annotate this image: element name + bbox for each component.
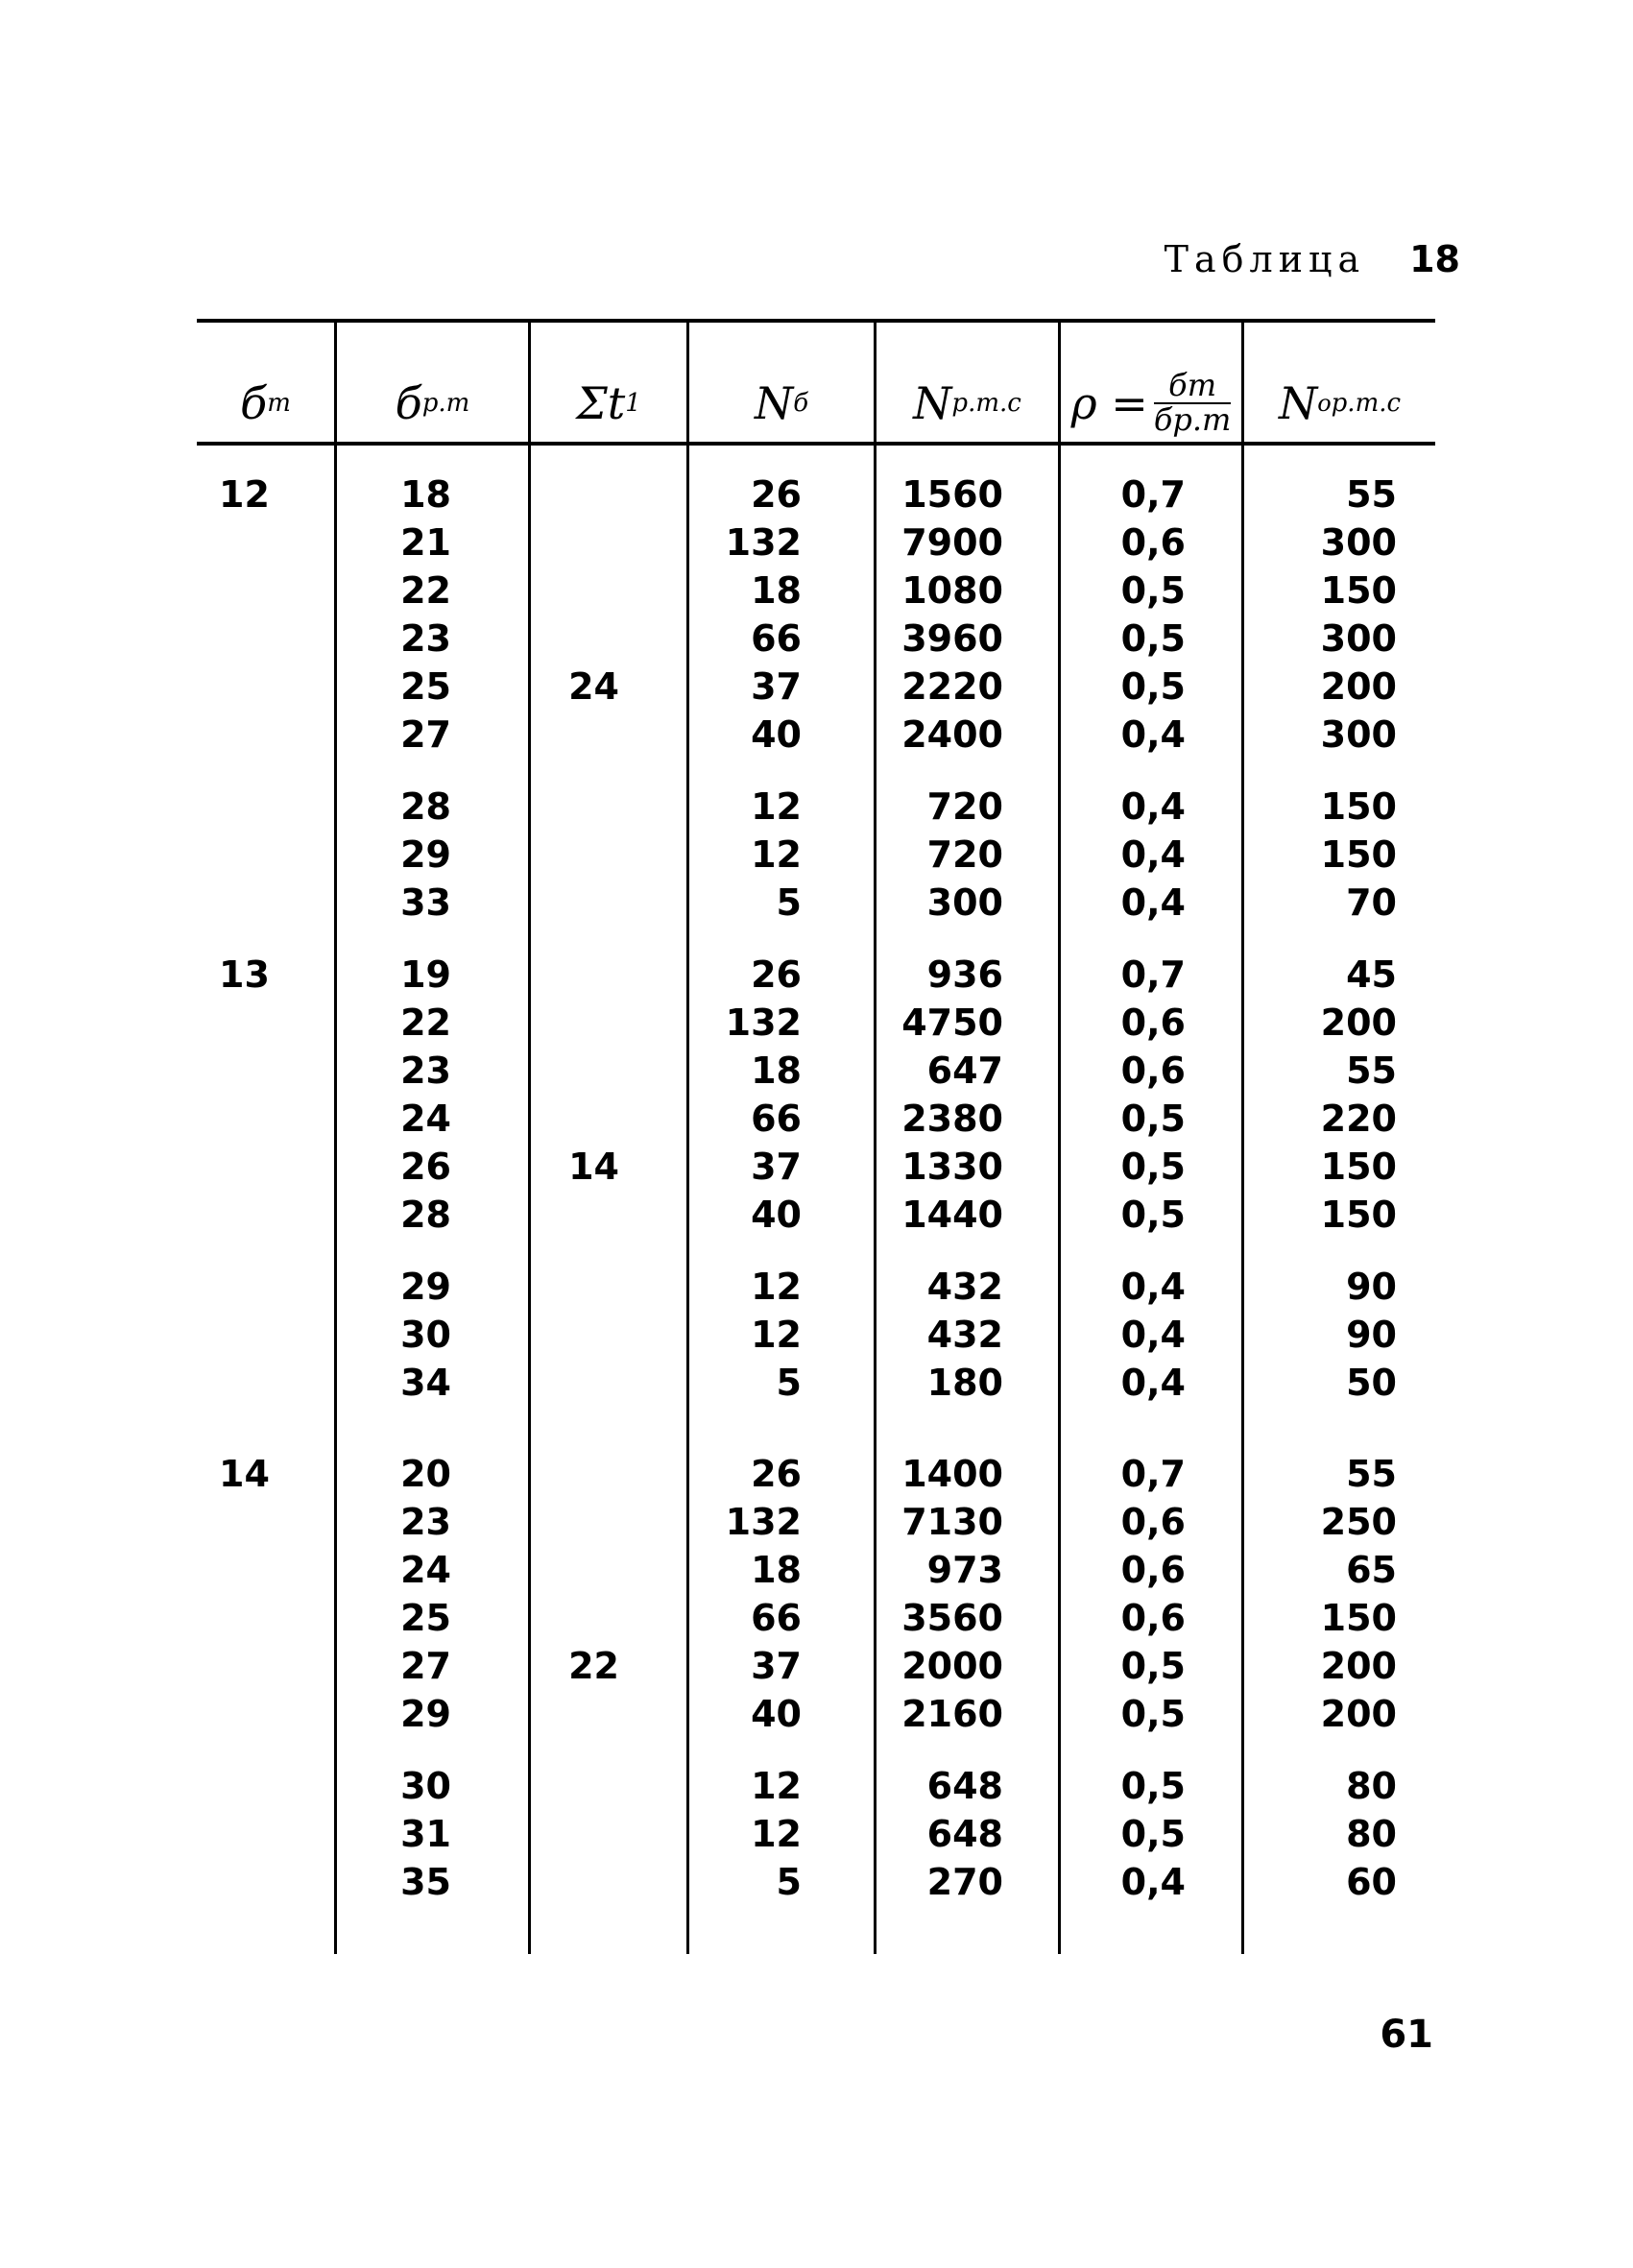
header-n0-rtc: N o р.т.с [1278,377,1402,429]
cell-n-rtc: 432 [926,1266,1003,1308]
cell-sigma-rt: 29 [400,1693,451,1735]
cell-n-b: 37 [751,1146,802,1188]
cell-n-rtc: 720 [926,833,1003,876]
cell-n0-rtc: 150 [1320,833,1397,876]
cell-n-rtc: 936 [926,953,1003,996]
cell-n0-rtc: 90 [1346,1266,1397,1308]
cell-sum-t: 22 [568,1645,619,1687]
cell-sigma-rt: 24 [400,1549,451,1591]
cell-n0-rtc: 150 [1320,1194,1397,1236]
cell-n-b: 12 [751,1314,802,1356]
cell-rho: 0,4 [1120,1362,1186,1404]
cell-sigma-rt: 27 [400,1645,451,1687]
cell-n-rtc: 1400 [901,1453,1003,1495]
cell-sigma-t: 13 [219,953,270,996]
cell-n-rtc: 270 [926,1861,1003,1903]
cell-n-rtc: 1560 [901,473,1003,516]
cell-rho: 0,7 [1120,1453,1186,1495]
table-row [0,1690,1633,1738]
cell-n-b: 5 [776,1861,802,1903]
cell-sigma-t: 14 [219,1453,270,1495]
cell-n-b: 132 [725,521,802,564]
table-row [0,1095,1633,1143]
cell-rho: 0,5 [1120,1098,1186,1140]
table-row [0,1047,1633,1095]
cell-rho: 0,7 [1120,473,1186,516]
cell-n0-rtc: 300 [1320,617,1397,660]
cell-n-b: 12 [751,1813,802,1855]
cell-rho: 0,4 [1120,713,1186,756]
cell-n-b: 37 [751,665,802,708]
cell-n0-rtc: 55 [1346,1050,1397,1092]
cell-n-b: 40 [751,1194,802,1236]
cell-n-b: 5 [776,1362,802,1404]
table-row [0,519,1633,567]
cell-rho: 0,5 [1120,569,1186,612]
cell-rho: 0,4 [1120,1314,1186,1356]
header-rho: ρ = $\frac{бт}{бр.т}$ [1070,367,1232,438]
cell-n0-rtc: 150 [1320,1146,1397,1188]
table-row [0,951,1633,999]
table-row [0,831,1633,879]
cell-sum-t: 24 [568,665,619,708]
cell-rho: 0,6 [1120,1050,1186,1092]
cell-n-b: 26 [751,473,802,516]
cell-n0-rtc: 200 [1320,1693,1397,1735]
cell-rho: 0,6 [1120,1597,1186,1639]
cell-rho: 0,5 [1120,1693,1186,1735]
cell-sigma-rt: 31 [400,1813,451,1855]
cell-sigma-t: 12 [219,473,270,516]
cell-sigma-rt: 23 [400,1501,451,1543]
cell-sigma-rt: 23 [400,617,451,660]
header-n-b: N б [754,377,809,429]
cell-sigma-rt: 23 [400,1050,451,1092]
rho-fraction: $\frac{бт}{бр.т}$ [1153,367,1232,438]
cell-n0-rtc: 45 [1346,953,1397,996]
cell-n-rtc: 3560 [901,1597,1003,1639]
cell-n-rtc: 4750 [901,1001,1003,1044]
cell-rho: 0,6 [1120,1001,1186,1044]
cell-sigma-rt: 28 [400,1194,451,1236]
cell-rho: 0,4 [1120,833,1186,876]
cell-n-b: 132 [725,1001,802,1044]
cell-sum-t: 14 [568,1146,619,1188]
cell-rho: 0,5 [1120,617,1186,660]
cell-n0-rtc: 55 [1346,1453,1397,1495]
cell-n0-rtc: 60 [1346,1861,1397,1903]
cell-rho: 0,4 [1120,1266,1186,1308]
cell-n-b: 66 [751,1098,802,1140]
cell-n-b: 37 [751,1645,802,1687]
table-row [0,999,1633,1047]
cell-sigma-rt: 21 [400,521,451,564]
cell-n0-rtc: 300 [1320,713,1397,756]
cell-n-b: 40 [751,1693,802,1735]
table-row [0,1546,1633,1594]
cell-rho: 0,6 [1120,1501,1186,1543]
cell-rho: 0,5 [1120,1146,1186,1188]
cell-n-b: 5 [776,881,802,924]
cell-sigma-rt: 27 [400,713,451,756]
cell-sigma-rt: 20 [400,1453,451,1495]
cell-sigma-rt: 34 [400,1362,451,1404]
caption-number: 18 [1409,238,1460,280]
cell-n-rtc: 2000 [901,1645,1003,1687]
cell-rho: 0,6 [1120,1549,1186,1591]
cell-n-rtc: 648 [926,1765,1003,1807]
cell-sigma-rt: 29 [400,1266,451,1308]
cell-rho: 0,5 [1120,1194,1186,1236]
table-row [0,1191,1633,1239]
cell-n-b: 66 [751,1597,802,1639]
cell-n0-rtc: 200 [1320,1645,1397,1687]
table-row [0,615,1633,663]
cell-n0-rtc: 150 [1320,1597,1397,1639]
table-row [0,711,1633,759]
cell-n-rtc: 1080 [901,569,1003,612]
cell-n-rtc: 973 [926,1549,1003,1591]
cell-n-rtc: 720 [926,785,1003,828]
cell-n-rtc: 2400 [901,713,1003,756]
cell-n-rtc: 300 [926,881,1003,924]
cell-n0-rtc: 90 [1346,1314,1397,1356]
cell-n-rtc: 7900 [901,521,1003,564]
cell-n-b: 18 [751,569,802,612]
caption-label: Таблица [1164,238,1366,280]
cell-sigma-rt: 22 [400,569,451,612]
cell-sigma-rt: 18 [400,473,451,516]
cell-sigma-rt: 35 [400,1861,451,1903]
cell-sigma-rt: 29 [400,833,451,876]
table-row [0,567,1633,615]
cell-sigma-rt: 26 [400,1146,451,1188]
cell-rho: 0,5 [1120,1765,1186,1807]
cell-n-rtc: 1440 [901,1194,1003,1236]
cell-n0-rtc: 70 [1346,881,1397,924]
cell-n0-rtc: 65 [1346,1549,1397,1591]
cell-n-rtc: 1330 [901,1146,1003,1188]
cell-n0-rtc: 50 [1346,1362,1397,1404]
cell-n-b: 26 [751,953,802,996]
table-row [0,1642,1633,1690]
cell-n0-rtc: 300 [1320,521,1397,564]
header-sigma-t: б т [240,377,291,429]
cell-n0-rtc: 150 [1320,569,1397,612]
page-number: 61 [1380,2013,1433,2057]
table-row [0,1810,1633,1858]
header-sum-t: Σt 1 [576,377,641,429]
table-row [0,1498,1633,1546]
cell-rho: 0,6 [1120,521,1186,564]
cell-rho: 0,4 [1120,1861,1186,1903]
table-row [0,663,1633,711]
cell-rho: 0,7 [1120,953,1186,996]
cell-n0-rtc: 80 [1346,1765,1397,1807]
cell-n-rtc: 2160 [901,1693,1003,1735]
cell-n-rtc: 180 [926,1362,1003,1404]
cell-n-b: 40 [751,713,802,756]
cell-n0-rtc: 200 [1320,665,1397,708]
cell-sigma-rt: 25 [400,1597,451,1639]
cell-n-b: 18 [751,1050,802,1092]
cell-sigma-rt: 33 [400,881,451,924]
table-row [0,1594,1633,1642]
table-caption [1165,238,1460,280]
cell-rho: 0,4 [1120,881,1186,924]
table-row [0,783,1633,831]
cell-sigma-rt: 24 [400,1098,451,1140]
cell-n-b: 12 [751,833,802,876]
cell-rho: 0,5 [1120,1813,1186,1855]
cell-n-rtc: 648 [926,1813,1003,1855]
cell-n0-rtc: 220 [1320,1098,1397,1140]
cell-sigma-rt: 30 [400,1765,451,1807]
header-n-rtc: N р.т.с [913,377,1021,429]
cell-sigma-rt: 22 [400,1001,451,1044]
table-row [0,1311,1633,1359]
cell-n0-rtc: 150 [1320,785,1397,828]
cell-n-b: 12 [751,1765,802,1807]
cell-n0-rtc: 200 [1320,1001,1397,1044]
cell-n-b: 66 [751,617,802,660]
table-row [0,1450,1633,1498]
table-row [0,1762,1633,1810]
cell-sigma-rt: 19 [400,953,451,996]
cell-n-b: 12 [751,1266,802,1308]
top-rule [197,319,1435,323]
cell-n-rtc: 432 [926,1314,1003,1356]
cell-sigma-rt: 28 [400,785,451,828]
table-row [0,1359,1633,1407]
cell-n-rtc: 647 [926,1050,1003,1092]
cell-n0-rtc: 55 [1346,473,1397,516]
cell-rho: 0,5 [1120,1645,1186,1687]
cell-n-rtc: 2380 [901,1098,1003,1140]
cell-n-rtc: 2220 [901,665,1003,708]
cell-rho: 0,4 [1120,785,1186,828]
cell-n-b: 18 [751,1549,802,1591]
cell-n-b: 12 [751,785,802,828]
header-sigma-rt: б р.т [395,377,470,429]
cell-n0-rtc: 80 [1346,1813,1397,1855]
table-row [0,1858,1633,1906]
cell-sigma-rt: 30 [400,1314,451,1356]
table-row [0,879,1633,927]
cell-n-rtc: 7130 [901,1501,1003,1543]
cell-n0-rtc: 250 [1320,1501,1397,1543]
cell-n-b: 132 [725,1501,802,1543]
cell-n-rtc: 3960 [901,617,1003,660]
table-row [0,1143,1633,1191]
cell-rho: 0,5 [1120,665,1186,708]
table-row [0,470,1633,519]
table-row [0,1263,1633,1311]
cell-sigma-rt: 25 [400,665,451,708]
cell-n-b: 26 [751,1453,802,1495]
